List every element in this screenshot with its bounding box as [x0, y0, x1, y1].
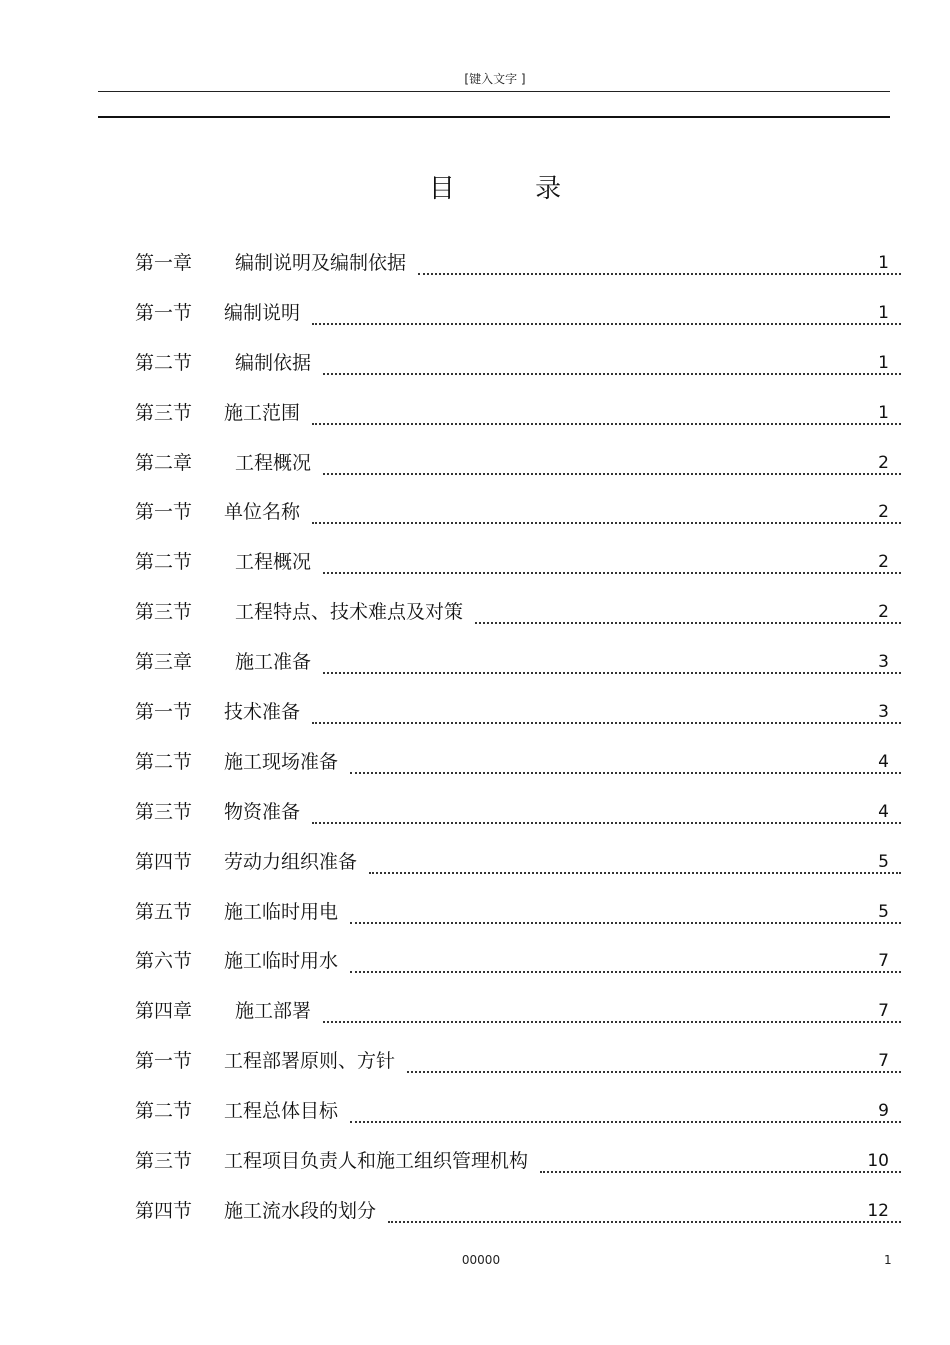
toc-entry-page-number: 2 — [878, 602, 889, 623]
toc-entry[interactable] — [135, 944, 905, 994]
toc-entry[interactable] — [135, 994, 905, 1044]
toc-dot-leader — [475, 622, 901, 624]
toc-entry-page-number: 1 — [878, 253, 889, 273]
toc-entry-label: 第三章 — [135, 651, 193, 674]
toc-entry-page-number: 2 — [878, 502, 889, 523]
toc-entry-title: 施工范围 — [224, 401, 301, 424]
toc-entry-label: 第二章 — [135, 451, 193, 474]
toc-entry-title: 工程部署原则、方针 — [224, 1050, 396, 1073]
toc-entry-title: 施工部署 — [235, 1000, 312, 1023]
toc-entry-label: 第二节 — [135, 551, 193, 574]
toc-dot-leader — [418, 273, 901, 275]
toc-entry[interactable] — [135, 695, 905, 745]
toc-entry[interactable] — [135, 895, 905, 945]
toc-entry[interactable] — [135, 845, 905, 895]
toc-entry-title: 施工临时用电 — [224, 900, 339, 923]
toc-entry-title: 工程概况 — [235, 451, 312, 474]
toc-entry[interactable] — [135, 1194, 905, 1244]
toc-entry-title: 技术准备 — [224, 701, 301, 724]
toc-entry-label: 第六节 — [135, 950, 193, 973]
toc-entry-page-number: 12 — [867, 1200, 889, 1221]
toc-entry-page-number: 1 — [878, 302, 889, 323]
toc-entry-title: 工程总体目标 — [224, 1100, 339, 1123]
toc-entry-title: 工程概况 — [235, 551, 312, 574]
page-header-text: [键入文字 ] — [464, 72, 526, 86]
toc-entry-page-number: 7 — [878, 1051, 889, 1072]
toc-entry-title: 施工现场准备 — [224, 750, 339, 773]
toc-entry-page-number: 4 — [878, 751, 889, 772]
toc-entry-label: 第五节 — [135, 900, 193, 923]
toc-entry-label: 第三节 — [135, 601, 193, 624]
toc-entry-title: 施工流水段的划分 — [224, 1199, 377, 1222]
toc-entry-page-number: 7 — [878, 1001, 889, 1022]
toc-dot-leader — [350, 971, 901, 973]
toc-entry-label: 第一章 — [135, 252, 193, 274]
toc-dot-leader — [407, 1071, 901, 1073]
toc-dot-leader — [350, 772, 901, 774]
header-rule-thick — [98, 116, 890, 118]
toc-entry[interactable] — [135, 1094, 905, 1144]
toc-entry[interactable] — [135, 346, 905, 396]
toc-entry-label: 第四节 — [135, 1199, 193, 1222]
toc-entry[interactable] — [135, 545, 905, 595]
toc-dot-leader — [323, 572, 901, 574]
toc-entry-label: 第一节 — [135, 301, 193, 324]
toc-dot-leader — [312, 423, 901, 425]
toc-entry[interactable] — [135, 795, 905, 845]
toc-dot-leader — [323, 473, 901, 475]
toc-entry-label: 第四章 — [135, 1000, 193, 1023]
toc-entry-page-number: 1 — [878, 402, 889, 423]
toc-entry-page-number: 1 — [878, 352, 889, 373]
toc-entry[interactable] — [135, 595, 905, 645]
toc-entry[interactable] — [135, 446, 905, 496]
toc-entry[interactable] — [135, 296, 905, 346]
toc-entry-page-number: 7 — [878, 951, 889, 972]
toc-entry[interactable] — [135, 246, 905, 296]
toc-entry[interactable] — [135, 1044, 905, 1094]
toc-dot-leader — [540, 1171, 901, 1173]
toc-entry-title: 劳动力组织准备 — [224, 850, 358, 873]
toc-dot-leader — [350, 1121, 901, 1123]
toc-dot-leader — [312, 323, 901, 325]
toc-title: 目 录 — [428, 174, 598, 204]
toc-entry-label: 第二节 — [135, 1100, 193, 1123]
toc-entry-title: 编制依据 — [235, 351, 312, 374]
footer-code: 00000 — [461, 1253, 501, 1267]
toc-entry-title: 工程特点、技术难点及对策 — [235, 601, 464, 624]
toc-entry[interactable] — [135, 396, 905, 446]
toc-entry-title: 工程项目负责人和施工组织管理机构 — [224, 1150, 529, 1173]
toc-entry-label: 第一节 — [135, 1050, 193, 1073]
toc-entry-page-number: 2 — [878, 452, 889, 473]
toc-entry-title: 施工准备 — [235, 651, 312, 674]
toc-dot-leader — [312, 522, 901, 524]
toc-entry-title: 施工临时用水 — [224, 950, 339, 973]
toc-dot-leader — [323, 672, 901, 674]
toc-dot-leader — [312, 722, 901, 724]
toc-dot-leader — [323, 1021, 901, 1023]
toc-entry[interactable] — [135, 1144, 905, 1194]
toc-entry-label: 第二节 — [135, 750, 193, 773]
toc-entry-page-number: 9 — [878, 1101, 889, 1122]
toc-dot-leader — [388, 1221, 901, 1223]
toc-entry-page-number: 5 — [878, 901, 889, 922]
toc-entry-page-number: 5 — [878, 851, 889, 872]
toc-entry-title: 物资准备 — [224, 800, 301, 823]
toc-dot-leader — [323, 373, 901, 375]
toc-entry-page-number: 4 — [878, 801, 889, 822]
toc-entry[interactable] — [135, 645, 905, 695]
toc-entry[interactable] — [135, 745, 905, 795]
footer-page-number: 1 — [884, 1253, 892, 1267]
toc-entry-label: 第二节 — [135, 351, 193, 374]
table-of-contents — [135, 246, 905, 1244]
toc-entry-page-number: 2 — [878, 552, 889, 573]
toc-entry-label: 第一节 — [135, 501, 193, 524]
toc-entry-label: 第一节 — [135, 701, 193, 724]
toc-entry-label: 第三节 — [135, 401, 193, 424]
toc-entry[interactable] — [135, 495, 905, 545]
toc-dot-leader — [369, 872, 901, 874]
toc-entry-label: 第三节 — [135, 1150, 193, 1173]
toc-entry-label: 第四节 — [135, 850, 193, 873]
toc-entry-label: 第三节 — [135, 800, 193, 823]
toc-entry-page-number: 10 — [867, 1151, 889, 1172]
toc-entry-title: 编制说明及编制依据 — [235, 252, 407, 274]
toc-entry-page-number: 3 — [878, 652, 889, 673]
toc-entry-title: 单位名称 — [224, 501, 301, 524]
toc-dot-leader — [312, 822, 901, 824]
header-rule-thin — [98, 91, 890, 92]
toc-entry-page-number: 3 — [878, 702, 889, 723]
toc-dot-leader — [350, 922, 901, 924]
toc-entry-title: 编制说明 — [224, 301, 301, 324]
